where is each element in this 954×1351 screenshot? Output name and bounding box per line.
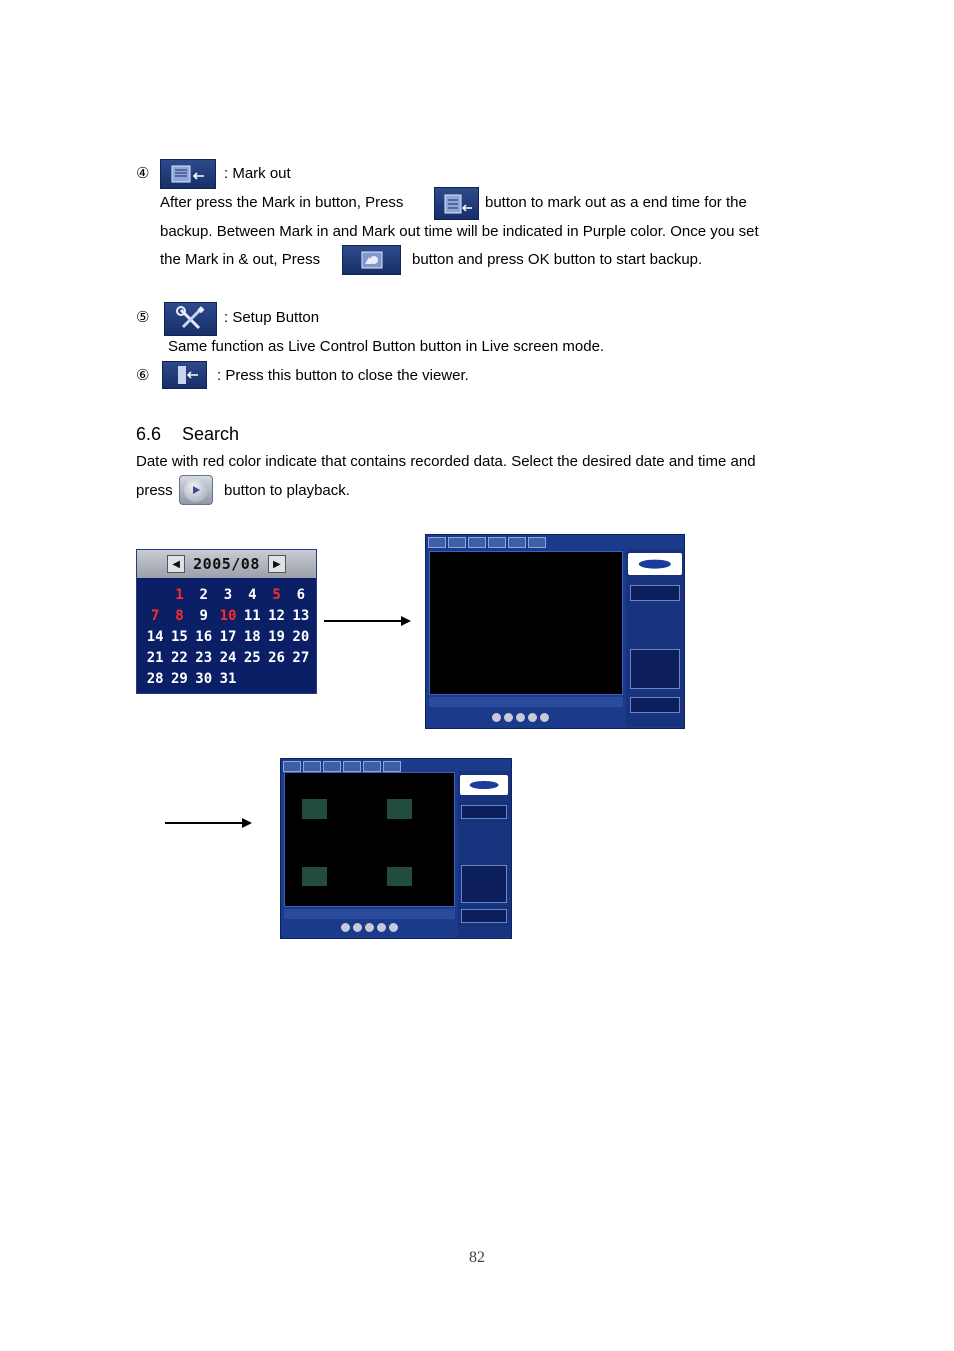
setup-icon	[164, 302, 217, 336]
viewer-mini-calendar	[461, 865, 507, 903]
calendar-day[interactable]: 5	[272, 587, 281, 603]
search-calendar	[136, 549, 317, 694]
section-number: 6.6	[136, 424, 162, 444]
calendar-day[interactable]: 10	[219, 608, 237, 624]
section-text-2b: button to playback.	[224, 482, 350, 499]
page-number: 82	[469, 1249, 485, 1266]
item4-text-1a: After press the Mark in button, Press	[160, 194, 404, 211]
calendar-day[interactable]: 16	[195, 629, 213, 645]
calendar-day[interactable]: 28	[146, 671, 164, 687]
calendar-day[interactable]: 12	[268, 608, 285, 624]
logo	[628, 553, 682, 575]
mark-out-icon	[160, 159, 216, 189]
viewer-mini-calendar	[630, 649, 680, 689]
arrow-head	[401, 616, 411, 626]
viewer-status	[461, 909, 507, 923]
calendar-day[interactable]: 26	[268, 650, 285, 666]
close-viewer-label: : Press this button to close the viewer.	[217, 367, 469, 384]
calendar-day[interactable]: 21	[146, 650, 164, 666]
calendar-title: 2005/08	[193, 555, 260, 573]
calendar-day[interactable]: 14	[146, 629, 164, 645]
calendar-day[interactable]: 9	[199, 608, 208, 624]
calendar-days	[143, 586, 313, 688]
viewer-screenshot-playback	[280, 758, 512, 939]
item5-marker: ⑤	[136, 308, 150, 326]
item6-marker: ⑥	[136, 366, 150, 384]
chevron-right-icon[interactable]: ▶	[268, 555, 286, 573]
logo	[460, 775, 508, 795]
viewer-side-panel	[626, 549, 684, 727]
item5-text-1: Same function as Live Control Button button in Live screen mode.	[168, 338, 605, 355]
close-viewer-icon	[162, 361, 207, 389]
mark-out-icon	[434, 187, 479, 220]
viewer-screenshot-empty	[425, 534, 685, 729]
setup-label: : Setup Button	[224, 309, 320, 326]
viewer-display	[461, 805, 507, 819]
calendar-day[interactable]: 6	[296, 587, 306, 603]
calendar-day[interactable]: 22	[170, 650, 188, 666]
item4-text-3b: button and press OK button to start backup.	[412, 251, 703, 268]
item4-marker: ④	[136, 164, 150, 182]
calendar-day[interactable]: 29	[170, 671, 188, 687]
viewer-display	[630, 585, 680, 601]
item4-text-3a: the Mark in & out, Press	[160, 251, 321, 268]
arrow-head	[242, 818, 252, 828]
calendar-day[interactable]: 4	[248, 587, 257, 603]
calendar-day[interactable]: 30	[195, 671, 213, 687]
calendar-day[interactable]: 31	[219, 671, 237, 687]
section-text-1: Date with red color indicate that contains recorded data. Select the desired date and time and	[136, 453, 756, 470]
backup-icon	[342, 245, 401, 275]
calendar-blank	[143, 586, 167, 604]
viewer-controls	[341, 923, 398, 932]
viewer-status	[630, 697, 680, 713]
item4-text-1b: button to mark out as a end time for the	[485, 194, 747, 211]
calendar-day[interactable]: 27	[292, 650, 310, 666]
section-title: Search	[182, 424, 240, 444]
calendar-day[interactable]: 3	[223, 587, 233, 603]
calendar-day[interactable]: 7	[150, 608, 160, 624]
viewer-timeline	[284, 909, 455, 919]
calendar-day[interactable]: 13	[292, 608, 310, 624]
calendar-day[interactable]: 24	[219, 650, 237, 666]
calendar-day[interactable]: 11	[243, 608, 261, 624]
viewer-side-panel	[458, 771, 511, 937]
calendar-day[interactable]: 18	[243, 629, 261, 645]
calendar-day[interactable]: 8	[175, 608, 184, 624]
arrow	[165, 822, 243, 824]
calendar-day[interactable]: 17	[219, 629, 237, 645]
chevron-left-icon[interactable]: ◀	[167, 555, 185, 573]
calendar-day[interactable]: 25	[243, 650, 261, 666]
calendar-day[interactable]: 23	[195, 650, 213, 666]
play-icon	[179, 475, 213, 505]
viewer-screen	[284, 772, 455, 907]
viewer-tabs	[428, 537, 546, 549]
calendar-day[interactable]: 19	[268, 629, 285, 645]
viewer-controls	[492, 713, 549, 722]
section-text-2a: press	[136, 482, 173, 499]
viewer-timeline	[429, 697, 623, 707]
calendar-day[interactable]: 15	[170, 629, 188, 645]
item4-text-2: backup. Between Mark in and Mark out time will be indicated in Purple color. Once you set	[160, 223, 759, 240]
calendar-day[interactable]: 1	[175, 587, 184, 603]
calendar-header	[137, 550, 316, 578]
arrow	[324, 620, 402, 622]
calendar-day[interactable]: 2	[199, 587, 208, 603]
mark-out-label: : Mark out	[224, 165, 291, 182]
calendar-day[interactable]: 20	[292, 629, 310, 645]
viewer-screen	[429, 551, 623, 695]
